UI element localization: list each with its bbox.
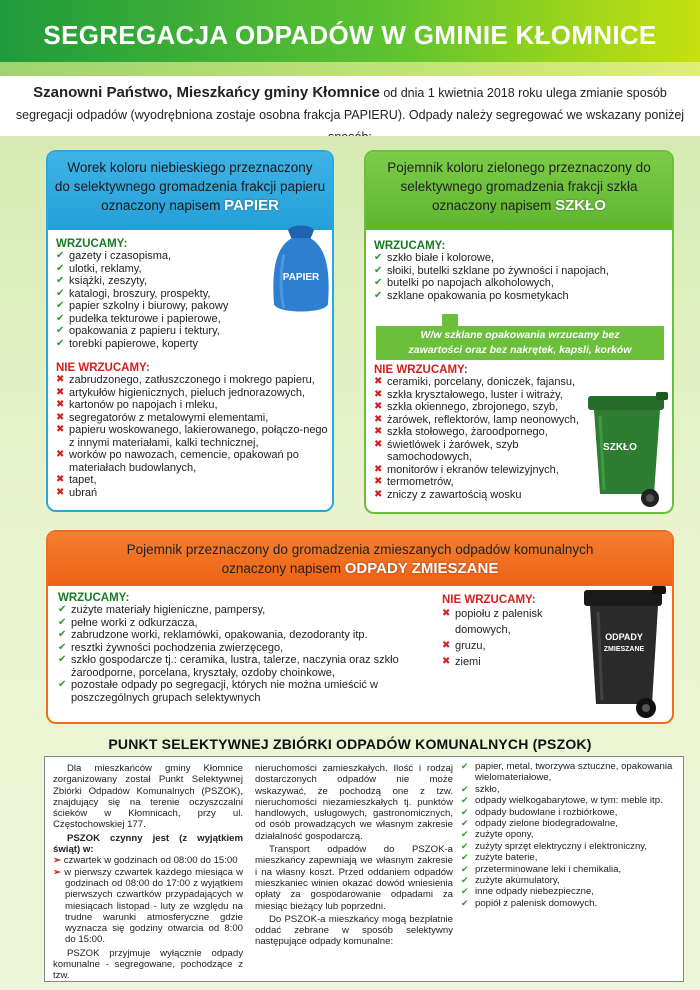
glass-accept-item: ✔ słoiki, butelki szklane po żywności i napojach, xyxy=(374,265,670,278)
paper-panel-heading xyxy=(48,152,332,215)
glass-reject-section xyxy=(374,364,584,501)
pszok-column-3 xyxy=(461,761,679,909)
pszok-accepted-item: ✔ odpady zielone biodegradowalne, xyxy=(461,818,679,829)
glass-keyword: SZKŁO xyxy=(555,197,606,214)
pszok-hours-heading: PSZOK czynny jest (z wyjątkiem świąt) w: xyxy=(53,832,243,856)
mixed-bin-label-2: ZMIESZANE xyxy=(603,646,645,653)
glass-accept-item: ✔ szklane opakowania po kosmetykach xyxy=(374,290,670,303)
glass-reject-item: ✖ szkła okiennego, zbrojonego, szyb, xyxy=(374,401,584,414)
pszok-accepted-list xyxy=(461,761,679,909)
mixed-head-line1: Pojemnik przeznaczony do gromadzenia zmieszanych odpadów komunalnych xyxy=(126,542,594,557)
paper-accept-section xyxy=(56,238,266,350)
mixed-panel xyxy=(46,530,674,724)
mixed-bin-label-1: ODPADY xyxy=(605,632,643,642)
pszok-box xyxy=(44,756,684,982)
mixed-accept-item: ✔ zużyte materiały higieniczne, pampersy, xyxy=(58,604,418,617)
pszok-hours-2 xyxy=(53,867,243,946)
intro-text-2: segregacji odpadów (wyodrębniona zostaje osobna frakcja PAPIERU). Odpady należy segregować we wskazany poniżej xyxy=(15,108,685,122)
intro-text-1: od dnia 1 kwietnia 2018 roku ulega zmianie sposób xyxy=(379,86,667,100)
mixed-head-line2: oznaczony napisem xyxy=(221,561,345,576)
green-glass-bin-icon xyxy=(584,390,672,510)
glass-bin-label: SZKŁO xyxy=(603,442,637,453)
mixed-accept-item: ✔ szkło gospodarcze tj.: ceramika, lustra, talerze, naczynia oraz szkło żaroodporne, porcelana, kryształy, ozdoby choinkowe, xyxy=(58,654,418,679)
glass-reject-item: ✖ świetlówek i żarówek, szyb samochodowych, xyxy=(374,439,584,464)
pszok-accepted-item: ✔ odpady wielkogabarytowe, w tym: meble itp. xyxy=(461,795,679,806)
header-banner xyxy=(0,0,700,76)
paper-reject-label: NIE WRZUCAMY: xyxy=(56,362,150,374)
mixed-accept-item: ✔ pełne worki z odkurzacza, xyxy=(58,617,418,630)
glass-accept-item: ✔ szkło białe i kolorowe, xyxy=(374,252,670,265)
mixed-accept-section xyxy=(58,592,418,704)
mixed-reject-item: ✖ ziemi xyxy=(442,654,562,670)
paper-accept-list xyxy=(56,250,266,350)
page-title: SEGREGACJA ODPADÓW W GMINIE KŁOMNICE xyxy=(43,20,657,50)
paper-accept-item: ✔ katalogi, broszury, prospekty, xyxy=(56,288,266,301)
pszok-accepted-item: ✔ papier, metal, tworzywa sztuczne, opakowania wielomateriałowe, xyxy=(461,761,679,784)
glass-reject-item: ✖ żarówek, reflektorów, lamp neonowych, xyxy=(374,414,584,427)
paper-head-line2: do selektywnego gromadzenia frakcji papieru xyxy=(54,179,326,194)
glass-note-line1: W/w szklane opakowania wrzucamy bez xyxy=(420,329,620,341)
mixed-accept-item: ✔ zabrudzone worki, reklamówki, opakowania, dezodoranty itp. xyxy=(58,629,418,642)
header-strip xyxy=(0,62,700,76)
paper-accept-item: ✔ ulotki, reklamy, xyxy=(56,263,266,276)
intro-greeting: Szanowni Państwo, Mieszkańcy gminy Kłomnice xyxy=(33,84,380,101)
glass-note-arrow xyxy=(372,312,668,362)
pszok-col2-paragraph1: nieruchomości zamieszkałych. Ilość i rodzaj dostarczonych odpadów nie może wskazywać, że pochodzą one z tzw. nieruchomości niezamieszkałych tj. punktów handlowych, usługowych, gastronomicznych, od osób prowadzących we własnym zakresie działalność gospodarczą. xyxy=(255,763,453,842)
black-mixed-bin-icon xyxy=(580,584,670,722)
glass-reject-item: ✖ termometrów, xyxy=(374,476,584,489)
bag-label: PAPIER xyxy=(282,272,320,283)
paper-reject-item: ✖ worków po nawozach, cemencie, opakowań po materiałach budowlanych, xyxy=(56,449,328,474)
glass-head-line3: oznaczony napisem xyxy=(432,198,556,213)
pszok-accepted-item: ✔ zużyte baterie, xyxy=(461,852,679,863)
paper-accept-item: ✔ gazety i czasopisma, xyxy=(56,250,266,263)
mixed-keyword: ODPADY ZMIESZANE xyxy=(344,560,499,577)
pszok-column-1 xyxy=(53,763,243,982)
pszok-accepted-item: ✔ inne odpady niebezpieczne, xyxy=(461,886,679,897)
pszok-hours-2-text: w pierwszy czwartek każdego miesiąca w godzinach od 08:00 do 17:00 z wyjątkiem pierwszych czwartków przypadających w miesiącach listopad - luty ze względu na trudne warunki atmosferyczne gdzie wyznacza się godziny otwarcia od 8:00 do 15:00. xyxy=(64,866,243,946)
pszok-accepted-item: ✔ zużyte opony, xyxy=(461,829,679,840)
mixed-reject-label: NIE WRZUCAMY: xyxy=(442,594,536,606)
glass-head-line2: selektywnego gromadzenia frakcji szkła xyxy=(400,179,638,194)
mixed-panel-heading xyxy=(48,534,672,578)
pszok-col2-paragraph2: Transport odpadów do PSZOK-a mieszkańcy zapewniają we własnym zakresie i na własny koszt. Przed oddaniem odpadów mieszkaniec winien okazać dowód wniesienia opłaty za gospodarowanie odpadami za miesiąc bieżący lub poprzedni. xyxy=(255,844,453,912)
glass-reject-item: ✖ szkła stołowego, żaroodpornego, xyxy=(374,426,584,439)
mixed-accept-item: ✔ pozostałe odpady po segregacji, których nie można umieścić w poszczególnych grupach selektywnych xyxy=(58,679,418,704)
paper-reject-item: ✖ kartonów po napojach i mleku, xyxy=(56,399,328,412)
paper-reject-item: ✖ tapet, xyxy=(56,474,328,487)
pszok-column-2 xyxy=(255,763,453,948)
paper-reject-section xyxy=(56,362,328,499)
pszok-accepted-item: ✔ odpady budowlane i rozbiórkowe, xyxy=(461,807,679,818)
paper-accept-item: ✔ książki, zeszyty, xyxy=(56,275,266,288)
glass-reject-item: ✖ ceramiki, porcelany, doniczek, fajansu, xyxy=(374,376,584,389)
mixed-reject-item: ✖ gruzu, xyxy=(442,638,562,654)
glass-accept-list xyxy=(374,252,670,302)
pszok-accepted-item: ✔ przeterminowane leki i chemikalia, xyxy=(461,864,679,875)
glass-reject-item: ✖ monitorów i ekranów telewizyjnych, xyxy=(374,464,584,477)
paper-reject-item: ✖ zabrudzonego, zatłuszczonego i mokrego papieru, xyxy=(56,374,328,387)
glass-accept-label: WRZUCAMY: xyxy=(374,240,446,252)
glass-panel-heading xyxy=(366,152,672,215)
glass-reject-item: ✖ szkła kryształowego, luster i witraży, xyxy=(374,389,584,402)
arrow-icon: ➢ xyxy=(53,866,62,878)
arrow-icon: ➢ xyxy=(53,855,62,867)
pszok-hours-1 xyxy=(53,855,243,866)
paper-keyword: PAPIER xyxy=(224,197,279,214)
glass-reject-label: NIE WRZUCAMY: xyxy=(374,364,468,376)
paper-accept-item: ✔ papier szkolny i biurowy, pakowy xyxy=(56,300,266,313)
pszok-accepted-item: ✔ zużyte akumulatory, xyxy=(461,875,679,886)
pszok-col1-paragraph2: PSZOK przyjmuje wyłącznie odpady komunalne - segregowane, pochodzące z tzw. xyxy=(53,947,243,982)
pszok-hours-1-text: czwartek w godzinach od 08:00 do 15:00 xyxy=(63,855,238,867)
paper-reject-item: ✖ segregatorów z metalowymi elementami, xyxy=(56,412,328,425)
paper-reject-item: ✖ artykułów higienicznych, pieluch jednorazowych, xyxy=(56,387,328,400)
glass-note-line2: zawartości oraz bez nakrętek, kapsli, korków xyxy=(408,344,632,356)
paper-reject-item: ✖ ubrań xyxy=(56,487,328,500)
mixed-accept-label: WRZUCAMY: xyxy=(58,592,130,604)
paper-panel xyxy=(46,150,334,512)
pszok-col2-paragraph3: Do PSZOK-a mieszkańcy mogą bezpłatnie oddać zebrane w sposób selektywny następujące odpady komunalne: xyxy=(255,913,453,948)
mixed-reject-list xyxy=(442,606,562,670)
pszok-accepted-item: ✔ zużyty sprzęt elektryczny i elektroniczny, xyxy=(461,841,679,852)
paper-accept-label: WRZUCAMY: xyxy=(56,238,128,250)
pszok-col1-paragraph1: Dla mieszkańców gminy Kłomnice zorganizowany został Punkt Selektywnej Zbiórki Odpadów Komunalnych (PSZOK), znajdujący się na terenie oczyszczalni ścieków w Kłomnicach, przy ul. Częstochowskiej 177. xyxy=(53,763,243,831)
glass-reject-list xyxy=(374,376,584,501)
glass-reject-item: ✖ zniczy z zawartością wosku xyxy=(374,489,584,502)
pszok-accepted-item: ✔ szkło, xyxy=(461,784,679,795)
paper-accept-item: ✔ pudełka tekturowe i papierowe, xyxy=(56,313,266,326)
glass-panel xyxy=(364,150,674,514)
paper-head-line1: Worek koloru niebieskiego przeznaczony xyxy=(67,160,313,175)
pszok-accepted-item: ✔ popiół z palenisk domowych. xyxy=(461,898,679,909)
glass-accept-section xyxy=(374,240,670,302)
mixed-accept-item: ✔ resztki żywności pochodzenia zwierzęcego, xyxy=(58,642,418,655)
paper-reject-list xyxy=(56,374,328,499)
pszok-title: PUNKT SELEKTYWNEJ ZBIÓRKI ODPADÓW KOMUNALNYCH (PSZOK) xyxy=(108,736,592,752)
mixed-accept-list xyxy=(58,604,418,704)
mixed-reject-item: ✖ popiołu z palenisk domowych, xyxy=(442,606,562,638)
paper-head-line3: oznaczony napisem xyxy=(101,198,225,213)
paper-accept-item: ✔ opakowania z papieru i tektury, xyxy=(56,325,266,338)
paper-accept-item: ✔ torebki papierowe, koperty xyxy=(56,338,266,351)
glass-head-line1: Pojemnik koloru zielonego przeznaczony do xyxy=(387,160,651,175)
mixed-reject-section xyxy=(442,594,562,670)
glass-accept-item: ✔ butelki po napojach alkoholowych, xyxy=(374,277,670,290)
paper-reject-item: ✖ papieru woskowanego, lakierowanego, połączo-nego z innymi materiałami, kalki technicznej, xyxy=(56,424,328,449)
blue-paper-bag-icon xyxy=(270,224,332,316)
